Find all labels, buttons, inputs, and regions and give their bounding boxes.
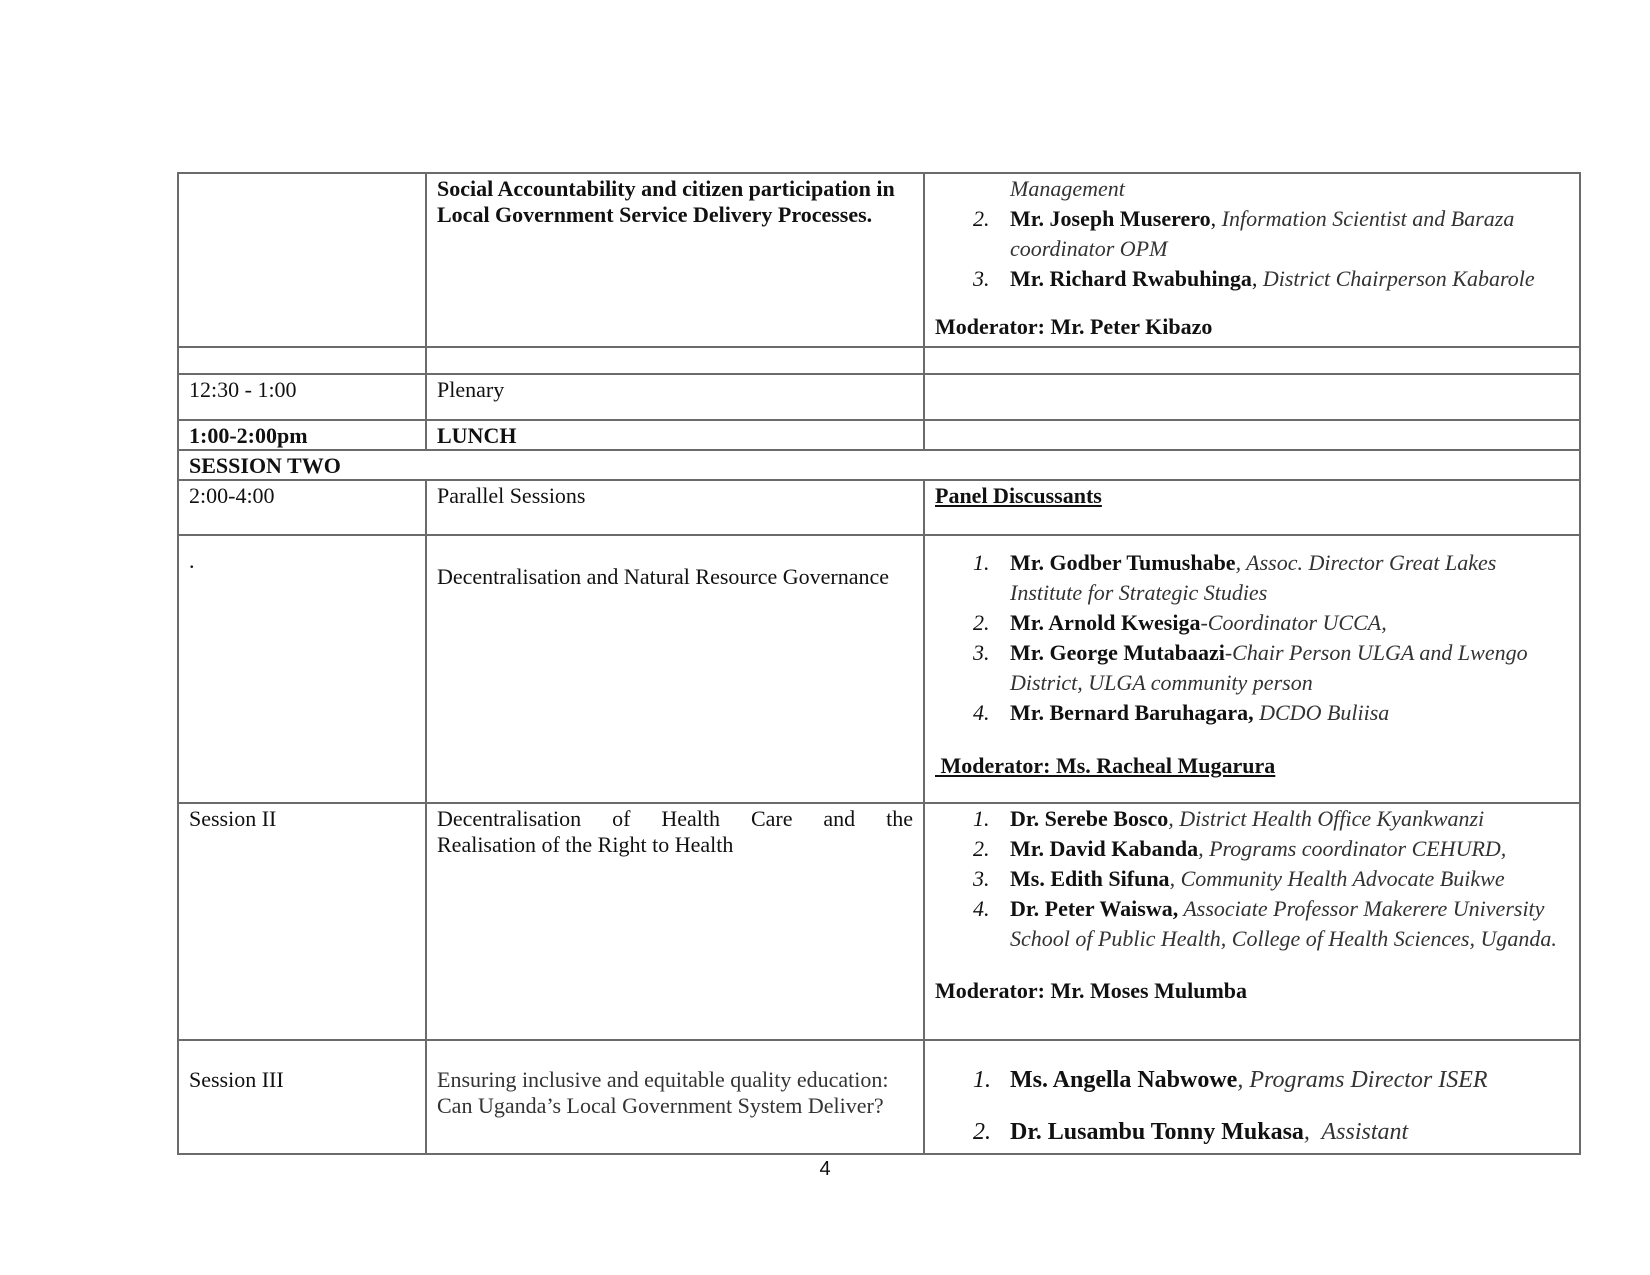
- topic-cell: LUNCH: [426, 420, 924, 450]
- empty-cell: [924, 420, 1580, 450]
- panelist-role: DCDO Buliisa: [1253, 700, 1390, 725]
- panelist-name: Ms. Edith Sifuna: [1010, 866, 1170, 891]
- panelist-name: Mr. David Kabanda: [1010, 836, 1199, 861]
- panelist-name: Mr. George Mutabaazi: [1010, 640, 1225, 665]
- list-item: [935, 698, 1569, 728]
- moderator: Moderator: Ms. Racheal Mugarura: [935, 753, 1276, 778]
- panelist-list: [935, 804, 1569, 954]
- topic-title-line2: Realisation of the Right to Health: [437, 832, 734, 857]
- moderator: Moderator: Mr. Peter Kibazo: [935, 314, 1213, 339]
- empty-cell: [426, 347, 924, 374]
- list-item: [935, 804, 1569, 834]
- table-row: [178, 480, 1580, 535]
- list-item: [935, 834, 1569, 864]
- topic-cell: Plenary: [426, 374, 924, 420]
- panelist-role: District Chairperson Kabarole: [1262, 266, 1535, 291]
- panelist-role: , Assoc. Director Great Lakes Institute for Strategic Studies: [1010, 550, 1502, 605]
- panel-cell: [924, 173, 1580, 347]
- agenda-table: [177, 172, 1581, 1155]
- topic-title: Ensuring inclusive and equitable quality education:: [437, 1067, 889, 1092]
- panel-cell: [924, 1040, 1580, 1154]
- table-row: [178, 1040, 1580, 1154]
- table-row: [178, 535, 1580, 803]
- time-cell: 2:00-4:00: [178, 480, 426, 535]
- moderator: Moderator: Mr. Moses Mulumba: [935, 978, 1248, 1003]
- topic-title: Social Accountability and citizen participation in: [437, 176, 895, 201]
- table-row: [178, 450, 1580, 480]
- list-item: [935, 1065, 1569, 1095]
- table-row: [178, 420, 1580, 450]
- topic-cell: [426, 173, 924, 347]
- panelist-role: Information Scientist and Baraza coordinator OPM: [1010, 206, 1515, 261]
- table-row: [178, 347, 1580, 374]
- topic-title-line2: Can Uganda’s Local Government System Deliver?: [437, 1093, 884, 1118]
- time-cell: Session II: [178, 803, 426, 1040]
- list-number: 1.: [973, 1067, 991, 1093]
- panelist-name: Mr. Arnold Kwesiga: [1010, 610, 1201, 635]
- list-item: [935, 174, 1569, 204]
- list-number: 2.: [973, 610, 990, 635]
- panelist-name: Dr. Lusambu Tonny Mukasa: [1010, 1119, 1304, 1145]
- topic-cell: Parallel Sessions: [426, 480, 924, 535]
- list-item: 3. Mr. Richard Rwabuhinga, District Chairperson Kabarole: [973, 266, 1535, 291]
- time-cell: [178, 173, 426, 347]
- panelist-list: [935, 174, 1569, 294]
- panelist-list: [935, 1065, 1569, 1147]
- panelist-role: , Assistant: [1303, 1119, 1409, 1145]
- time-cell: 12:30 - 1:00: [178, 374, 426, 420]
- panelist-role: , Programs Director ISER: [1237, 1067, 1488, 1093]
- panelist-list: [935, 548, 1569, 728]
- panel-cell: [924, 803, 1580, 1040]
- list-number: 3.: [973, 866, 990, 891]
- topic-title-line2: Local Government Service Delivery Processes.: [437, 202, 873, 227]
- panelist-name: Dr. Serebe Bosco: [1010, 806, 1169, 831]
- list-number: 2.: [973, 836, 990, 861]
- time-cell: Session III: [178, 1040, 426, 1154]
- panelist-name: Dr. Peter Waiswa,: [1010, 896, 1179, 921]
- empty-cell: [924, 347, 1580, 374]
- panelist-name: Ms. Angella Nabwowe: [1010, 1067, 1238, 1093]
- panelist-role: Associate Professor Makerere University School of Public Health, College of Health Sciences, Uganda.: [1010, 896, 1557, 951]
- list-item: [935, 864, 1569, 894]
- panelist-role: Management: [1010, 176, 1125, 201]
- panelist-name: Mr. Richard Rwabuhinga: [1010, 266, 1252, 291]
- page-number: 4: [819, 1158, 831, 1180]
- topic-title: Decentralisation of Health Care and the: [437, 806, 913, 831]
- topic-cell: [426, 1040, 924, 1154]
- panelist-role: , Programs coordinator CEHURD,: [1198, 836, 1507, 861]
- panelist-name: Mr. Joseph Muserero: [1010, 206, 1211, 231]
- table-row: [178, 374, 1580, 420]
- panelist-role: , Community Health Advocate Buikwe: [1169, 866, 1505, 891]
- panelist-role: -Chair Person ULGA and Lwengo District, ULGA community person: [1010, 640, 1534, 695]
- session-heading: SESSION TWO: [178, 450, 1580, 480]
- list-number: 2.: [973, 1119, 991, 1145]
- panelist-role: , District Health Office Kyankwanzi: [1168, 806, 1485, 831]
- time-cell: 1:00-2:00pm: [178, 420, 426, 450]
- list-number: 4.: [973, 896, 990, 921]
- panel-heading: Panel Discussants: [924, 480, 1580, 535]
- panelist-name: Mr. Bernard Baruhagara,: [1010, 700, 1254, 725]
- empty-cell: [178, 347, 426, 374]
- panel-cell: [924, 535, 1580, 803]
- list-item: [935, 638, 1569, 698]
- time-cell: .: [178, 535, 426, 803]
- topic-cell: Decentralisation and Natural Resource Governance: [426, 535, 924, 803]
- panelist-name: Mr. Godber Tumushabe: [1010, 550, 1236, 575]
- topic-cell: [426, 803, 924, 1040]
- list-item: [935, 548, 1569, 608]
- list-number: 3.: [973, 640, 990, 665]
- table-row: [178, 803, 1580, 1040]
- list-item: [935, 894, 1569, 954]
- list-number: 4.: [973, 700, 990, 725]
- panelist-role: -Coordinator UCCA,: [1200, 610, 1387, 635]
- list-item: [935, 608, 1569, 638]
- list-number: 1.: [973, 550, 990, 575]
- list-item: 2. Mr. Joseph Muserero, Information Scientist and Baraza coordinator OPM: [973, 206, 1515, 261]
- list-number: 1.: [973, 806, 990, 831]
- empty-cell: [924, 374, 1580, 420]
- table-row: [178, 173, 1580, 347]
- list-item: [935, 1117, 1569, 1147]
